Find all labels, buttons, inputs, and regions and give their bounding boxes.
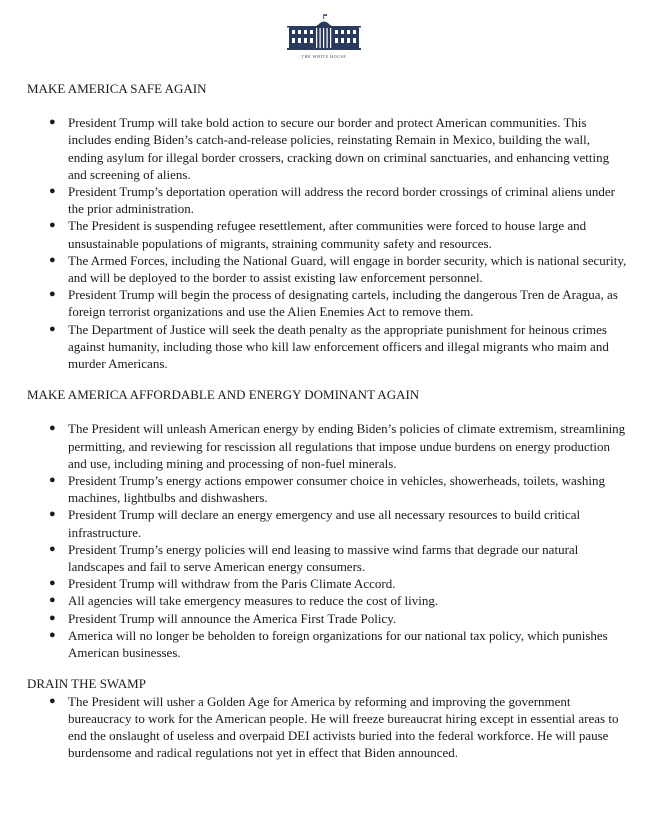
list-item: ● President Trump will begin the process of designating cartels, including the dangerous Tren de Aragua, as foreign terrorist organizations and use the Alien Enemies Act to remove them. bbox=[49, 287, 618, 320]
list-item: ● President Trump will declare an energy emergency and use all necessary resources to build critical infrastructure. bbox=[49, 507, 581, 540]
bullet-icon: ● bbox=[49, 422, 56, 435]
section-list-safe bbox=[27, 114, 627, 372]
bullet-icon: ● bbox=[49, 288, 56, 301]
section-heading-affordable: MAKE AMERICA AFFORDABLE AND ENERGY DOMINANT AGAIN bbox=[27, 387, 420, 403]
section-heading-safe: MAKE AMERICA SAFE AGAIN bbox=[27, 81, 207, 96]
bullet-icon: ● bbox=[49, 694, 56, 707]
list-item: ● President Trump will take bold action to secure our border and protect American communities. This includes ending Biden’s catch-and-release policies, reinstating Remain in Mexico, building the wall, ending asylum for illegal border crossers, cracking down on criminal sanctuaries, and enhancing vetting and screening of aliens. bbox=[49, 115, 610, 182]
list-item: ● The Armed Forces, including the National Guard, will engage in border security, which is national security, and will be deployed to the border to assist existing law enforcement personnel. bbox=[49, 252, 627, 286]
logo-caption: THE WHITE HOUSE bbox=[301, 54, 347, 59]
bullet-icon: ● bbox=[49, 542, 56, 555]
white-house-logo bbox=[286, 14, 362, 59]
list-item: ● President Trump will withdraw from the Paris Climate Accord. bbox=[49, 576, 396, 592]
document-body bbox=[27, 80, 627, 761]
bullet-icon: ● bbox=[49, 508, 56, 521]
list-item: ● President Trump’s deportation operation will address the record border crossings of criminal aliens under the prior administration. bbox=[49, 184, 615, 217]
section-list-affordable bbox=[27, 420, 627, 661]
bullet-icon: ● bbox=[49, 594, 56, 607]
list-item: ● President Trump will announce the America First Trade Policy. bbox=[49, 610, 397, 626]
list-item: ● The President will usher a Golden Age for America by reforming and improving the government bureaucracy to work for the American people. He will freeze bureaucrat hiring except in essential areas to end the onslaught of useless and overpaid DEI activists buried into the federal workforce. He will pause burdensome and radical regulations not yet in effect that Biden announced. bbox=[49, 693, 619, 761]
white-house-building-icon bbox=[287, 14, 361, 52]
list-item: ● The President is suspending refugee resettlement, after communities were forced to house large and unsustainable populations of migrants, straining community safety and resources. bbox=[49, 218, 587, 251]
bullet-icon: ● bbox=[49, 322, 56, 335]
list-item: ● The Department of Justice will seek the death penalty as the appropriate punishment for heinous crimes against humanity, including those who kill law enforcement officers and illegal migrants who maim and murder Americans. bbox=[49, 321, 609, 372]
bullet-icon: ● bbox=[49, 219, 56, 232]
bullet-icon: ● bbox=[49, 611, 56, 624]
bullet-icon: ● bbox=[49, 577, 56, 590]
list-item: ● The President will unleash American energy by ending Biden’s policies of climate extremism, streamlining permitting, and reviewing for rescission all regulations that impose undue burdens on energy production and use, including mining and processing of non-fuel minerals. bbox=[49, 421, 626, 471]
bullet-icon: ● bbox=[49, 628, 56, 641]
list-item: ● All agencies will take emergency measures to reduce the cost of living. bbox=[49, 593, 439, 609]
bullet-icon: ● bbox=[49, 185, 56, 198]
bullet-icon: ● bbox=[49, 474, 56, 487]
list-item: ● America will no longer be beholden to foreign organizations for our national tax policy, which punishes American businesses. bbox=[49, 627, 608, 661]
bullet-icon: ● bbox=[49, 116, 56, 129]
section-heading-swamp: DRAIN THE SWAMP bbox=[27, 676, 146, 692]
section-list-swamp bbox=[27, 693, 627, 762]
bullet-icon: ● bbox=[49, 253, 56, 266]
list-item: ● President Trump’s energy actions empower consumer choice in vehicles, showerheads, toilets, washing machines, lightbulbs and dishwashers. bbox=[49, 473, 605, 506]
list-item: ● President Trump’s energy policies will end leasing to massive wind farms that degrade our natural landscapes and fail to serve American energy consumers. bbox=[49, 541, 579, 575]
